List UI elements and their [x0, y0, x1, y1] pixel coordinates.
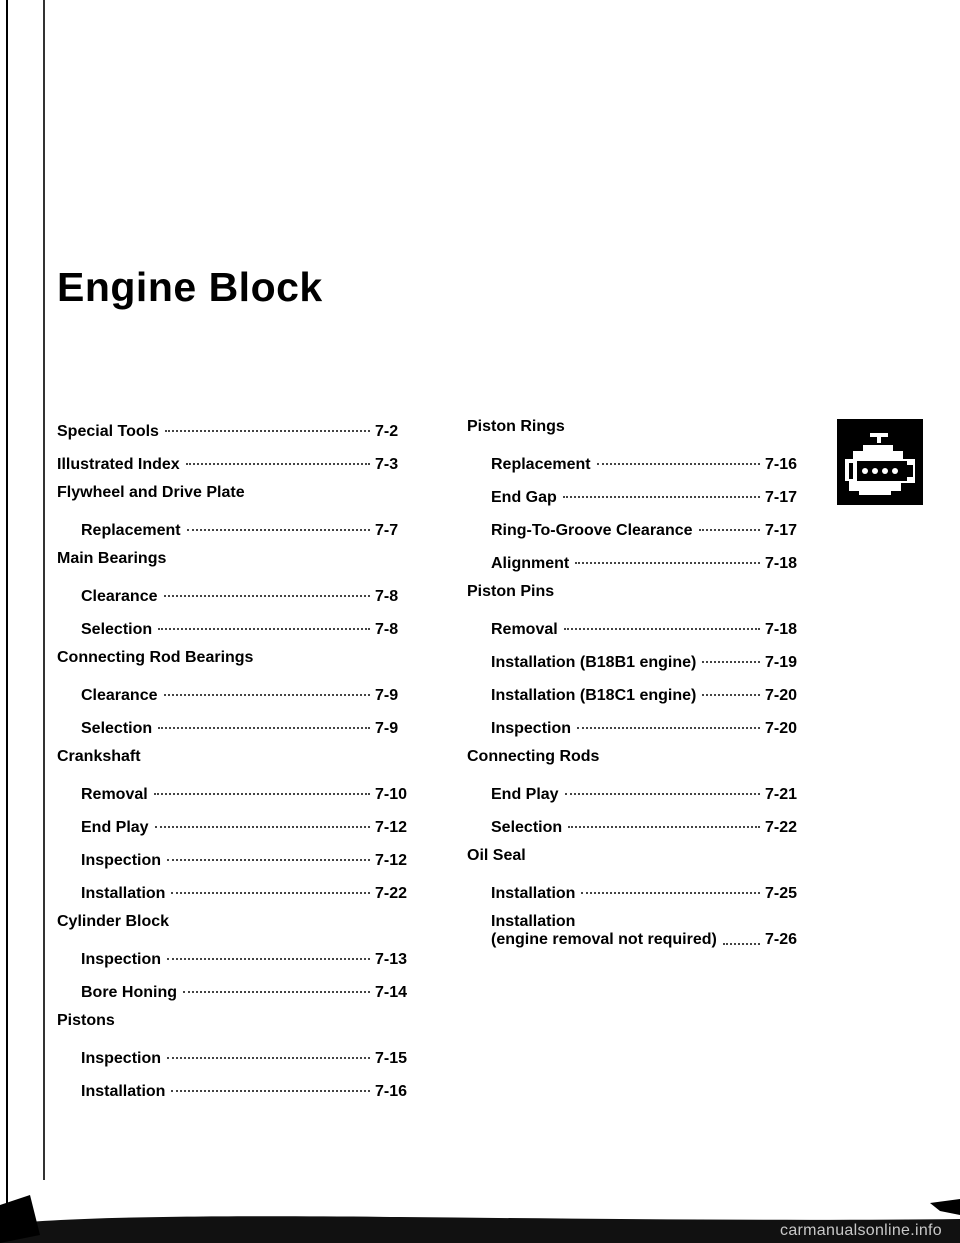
toc-entry-label-line2: (engine removal not required) [491, 931, 717, 948]
toc-entry-label: Clearance [81, 687, 158, 704]
dot-leader [183, 975, 370, 993]
toc-entry[interactable] [467, 550, 807, 583]
toc-page-number: 7-13 [375, 951, 408, 968]
toc-entry[interactable] [467, 814, 807, 847]
toc-page-number: 7-17 [765, 489, 798, 506]
dot-leader [158, 711, 370, 729]
toc-heading-label: Crankshaft [57, 748, 141, 765]
toc-entry-label: Installation (B18B1 engine) [491, 654, 697, 671]
toc-page-number: 7-20 [765, 720, 798, 737]
dot-leader [563, 480, 760, 498]
dot-leader [186, 447, 370, 465]
toc-heading-label: Flywheel and Drive Plate [57, 484, 245, 501]
toc-entry[interactable] [57, 979, 417, 1012]
dot-leader [577, 711, 760, 729]
toc-entry-label: End Play [81, 819, 149, 836]
toc-page-number: 7-26 [765, 931, 798, 948]
dot-leader [575, 546, 760, 564]
toc-entry-label: Bore Honing [81, 984, 177, 1001]
toc-page-number: 7-7 [375, 522, 399, 539]
toc-heading-label: Pistons [57, 1012, 115, 1029]
dot-leader [167, 1041, 370, 1059]
toc-entry-label: Inspection [81, 852, 162, 869]
toc-entry[interactable] [467, 913, 807, 969]
dot-leader [167, 942, 370, 960]
dot-leader [187, 513, 370, 531]
toc-page-number: 7-25 [765, 885, 798, 902]
toc-entry-label: Replacement [81, 522, 181, 539]
dot-leader [597, 447, 760, 465]
toc-page-number: 7-22 [375, 885, 408, 902]
toc-entry[interactable] [467, 880, 807, 913]
toc-entry[interactable] [57, 517, 417, 550]
dot-leader [164, 678, 371, 696]
toc-heading-label: Oil Seal [467, 847, 526, 864]
toc-heading-label: Main Bearings [57, 550, 167, 567]
toc-entry-label: Inspection [491, 720, 572, 737]
dot-leader [702, 645, 760, 663]
toc-left-column [57, 418, 417, 1111]
dot-leader [171, 876, 370, 894]
dot-leader [564, 612, 760, 630]
toc-entry-label: Ring-To-Groove Clearance [491, 522, 693, 539]
toc-page-number: 7-21 [765, 786, 798, 803]
toc-page-number: 7-9 [375, 687, 399, 704]
toc-entry[interactable] [57, 451, 417, 484]
toc-entry-label: Removal [81, 786, 148, 803]
dot-leader [164, 579, 371, 597]
toc-entry-label: Illustrated Index [57, 456, 180, 473]
toc-heading-label: Connecting Rods [467, 748, 600, 765]
toc-page-number: 7-20 [765, 687, 798, 704]
dot-leader [155, 810, 370, 828]
toc-heading-label: Piston Pins [467, 583, 555, 600]
toc-entry-label: Alignment [491, 555, 570, 572]
toc-entry[interactable] [57, 616, 417, 649]
toc-entry-label: Replacement [491, 456, 591, 473]
toc-heading-label: Piston Rings [467, 418, 565, 435]
toc-entry-label: Installation [81, 885, 166, 902]
toc-entry[interactable] [57, 1078, 417, 1111]
toc-page-number: 7-22 [765, 819, 798, 836]
binding-edge-line [6, 0, 8, 1243]
toc-entry-label: Installation [491, 913, 576, 930]
dot-leader [581, 876, 760, 894]
toc-page-number: 7-10 [375, 786, 408, 803]
toc-entry-label: Clearance [81, 588, 158, 605]
toc-page-number: 7-8 [375, 588, 399, 605]
dot-leader [565, 777, 760, 795]
dot-leader [158, 612, 370, 630]
toc-page-number: 7-12 [375, 852, 408, 869]
toc-entry-label: Removal [491, 621, 558, 638]
toc-page-number: 7-17 [765, 522, 798, 539]
binding-edge-line-inner [43, 0, 45, 1180]
toc-entry[interactable] [57, 715, 417, 748]
dot-leader [702, 678, 760, 696]
toc-page-number: 7-12 [375, 819, 408, 836]
toc-entry-label: Selection [491, 819, 563, 836]
toc-page-number: 7-8 [375, 621, 399, 638]
engine-block-icon[interactable] [837, 419, 923, 505]
toc-page-number: 7-18 [765, 621, 798, 638]
toc-entry-label: Selection [81, 621, 153, 638]
toc-page-number: 7-15 [375, 1050, 408, 1067]
toc-page-number: 7-19 [765, 654, 798, 671]
toc-entry-label: Inspection [81, 951, 162, 968]
toc-entry-label: Selection [81, 720, 153, 737]
dot-leader [171, 1074, 370, 1092]
dot-leader [167, 843, 370, 861]
toc-entry-label: Installation [81, 1083, 166, 1100]
toc-entry-label: Inspection [81, 1050, 162, 1067]
toc-heading-label: Connecting Rod Bearings [57, 649, 254, 666]
dot-leader [165, 414, 370, 432]
watermark-text: carmanualsonline.info [780, 1222, 942, 1239]
toc-right-column [467, 418, 807, 969]
toc-entry-label: Special Tools [57, 423, 159, 440]
page-title: Engine Block [57, 264, 323, 310]
toc-page-number: 7-18 [765, 555, 798, 572]
toc-entry-label: End Play [491, 786, 559, 803]
toc-entry-label: Installation [491, 885, 576, 902]
dot-leader [699, 513, 760, 531]
dot-leader [723, 927, 760, 945]
toc-page-number: 7-2 [375, 423, 399, 440]
toc-entry[interactable] [57, 880, 417, 913]
toc-page-number: 7-16 [375, 1083, 408, 1100]
toc-page-number: 7-16 [765, 456, 798, 473]
toc-entry-label: Installation (B18C1 engine) [491, 687, 697, 704]
toc-entry[interactable] [467, 715, 807, 748]
toc-heading-label: Cylinder Block [57, 913, 170, 930]
dot-leader [154, 777, 370, 795]
toc-page-number: 7-9 [375, 720, 399, 737]
dot-leader [568, 810, 760, 828]
toc-page-number: 7-3 [375, 456, 399, 473]
toc-page-number: 7-14 [375, 984, 408, 1001]
toc-entry-label: End Gap [491, 489, 557, 506]
